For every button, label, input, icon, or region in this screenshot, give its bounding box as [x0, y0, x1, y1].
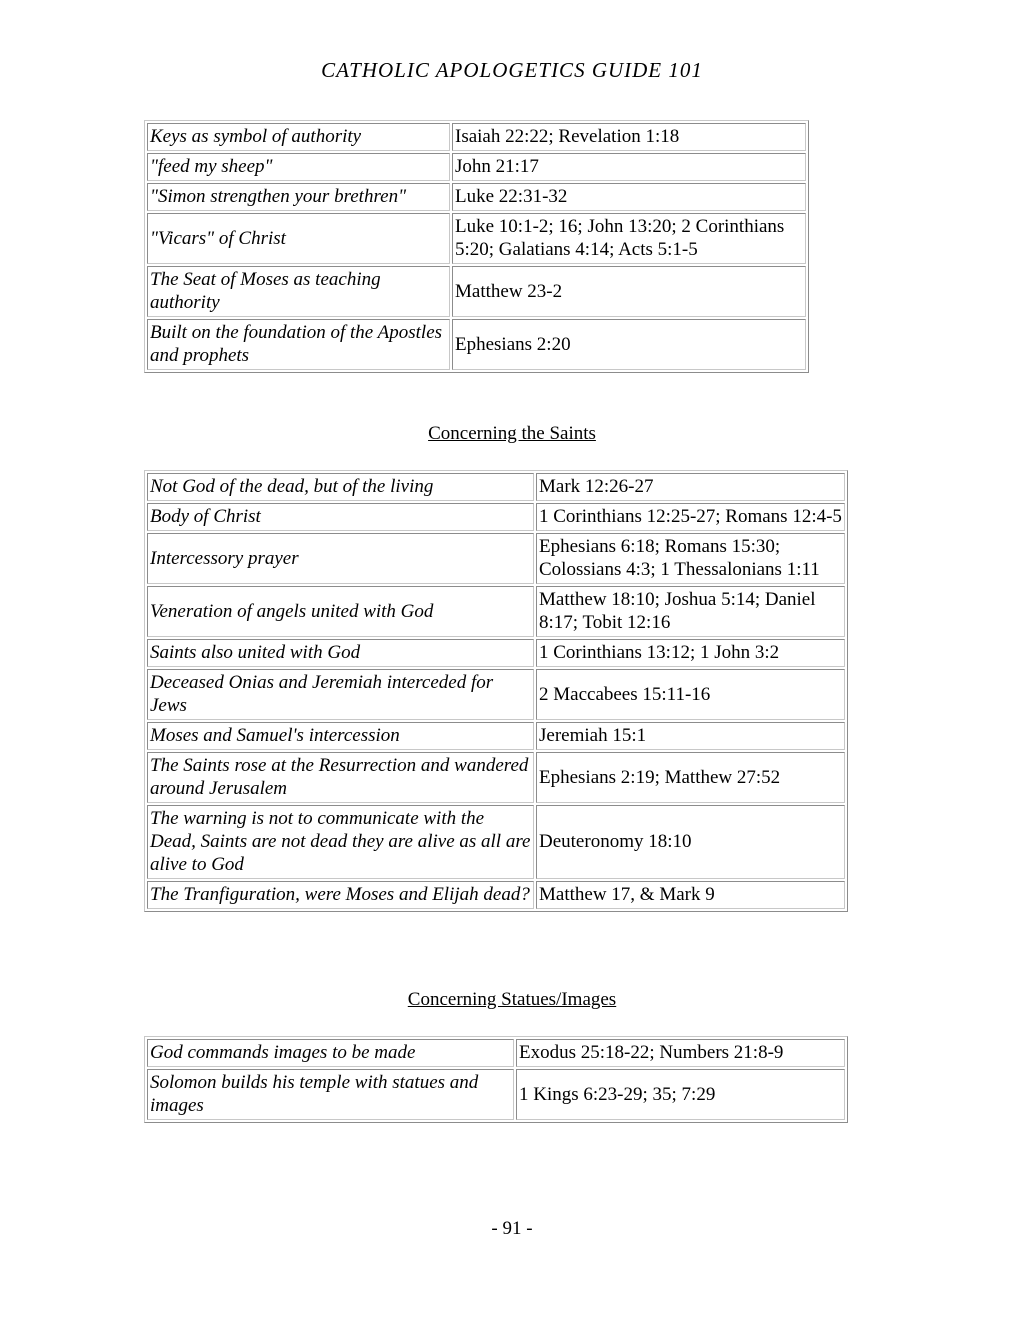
topic-cell: Built on the foundation of the Apostles and prophets [147, 319, 450, 370]
reference-cell: Isaiah 22:22; Revelation 1:18 [452, 123, 806, 151]
reference-cell: Matthew 18:10; Joshua 5:14; Daniel 8:17; Tobit 12:16 [536, 586, 845, 637]
topic-cell: "Vicars" of Christ [147, 213, 450, 264]
topic-cell: "Simon strengthen your brethren" [147, 183, 450, 211]
section-heading-saints: Concerning the Saints [428, 423, 596, 444]
reference-cell: 1 Kings 6:23-29; 35; 7:29 [516, 1069, 845, 1120]
topic-cell: Veneration of angels united with God [147, 586, 534, 637]
topic-cell: Keys as symbol of authority [147, 123, 450, 151]
reference-cell: Ephesians 6:18; Romans 15:30; Colossians 4:3; 1 Thessalonians 1:11 [536, 533, 845, 584]
topic-cell: Moses and Samuel's intercession [147, 722, 534, 750]
topic-cell: The Tranfiguration, were Moses and Elijah dead? [147, 881, 534, 909]
table-row [147, 586, 845, 637]
table-row [147, 473, 845, 501]
topic-cell: "feed my sheep" [147, 153, 450, 181]
table-row [147, 805, 845, 879]
topic-cell: God commands images to be made [147, 1039, 514, 1067]
reference-cell: Exodus 25:18-22; Numbers 21:8-9 [516, 1039, 845, 1067]
authority-table [144, 120, 809, 373]
reference-cell: Luke 22:31-32 [452, 183, 806, 211]
page-header-title: CATHOLIC APOLOGETICS GUIDE 101 [321, 58, 703, 82]
reference-cell: Ephesians 2:20 [452, 319, 806, 370]
table-row [147, 319, 806, 370]
reference-cell: Ephesians 2:19; Matthew 27:52 [536, 752, 845, 803]
table-row [147, 123, 806, 151]
section-heading-statues: Concerning Statues/Images [407, 989, 617, 1010]
table-row [147, 722, 845, 750]
reference-cell: Deuteronomy 18:10 [536, 805, 845, 879]
table-row [147, 153, 806, 181]
table-row [147, 503, 845, 531]
page-number: - 91 - [491, 1218, 533, 1239]
table-row [147, 183, 806, 211]
table-row [147, 639, 845, 667]
topic-cell: The Seat of Moses as teaching authority [147, 266, 450, 317]
reference-cell: Jeremiah 15:1 [536, 722, 845, 750]
table-row [147, 533, 845, 584]
topic-cell: The warning is not to communicate with the Dead, Saints are not dead they are alive as all are alive to God [147, 805, 534, 879]
topic-cell: Deceased Onias and Jeremiah interceded for Jews [147, 669, 534, 720]
reference-cell: 1 Corinthians 12:25-27; Romans 12:4-5 [536, 503, 845, 531]
topic-cell: Saints also united with God [147, 639, 534, 667]
table-row [147, 1039, 845, 1067]
reference-cell: Matthew 17, & Mark 9 [536, 881, 845, 909]
reference-cell: Luke 10:1-2; 16; John 13:20; 2 Corinthians 5:20; Galatians 4:14; Acts 5:1-5 [452, 213, 806, 264]
topic-cell: Not God of the dead, but of the living [147, 473, 534, 501]
topic-cell: The Saints rose at the Resurrection and wandered around Jerusalem [147, 752, 534, 803]
table-row [147, 1069, 845, 1120]
reference-cell: John 21:17 [452, 153, 806, 181]
table-row [147, 213, 806, 264]
topic-cell: Solomon builds his temple with statues and images [147, 1069, 514, 1120]
saints-table [144, 470, 848, 912]
topic-cell: Intercessory prayer [147, 533, 534, 584]
table-row [147, 266, 806, 317]
topic-cell: Body of Christ [147, 503, 534, 531]
reference-cell: 1 Corinthians 13:12; 1 John 3:2 [536, 639, 845, 667]
reference-cell: 2 Maccabees 15:11-16 [536, 669, 845, 720]
reference-cell: Mark 12:26-27 [536, 473, 845, 501]
table-row [147, 752, 845, 803]
reference-cell: Matthew 23-2 [452, 266, 806, 317]
table-row [147, 881, 845, 909]
table-row [147, 669, 845, 720]
statues-table [144, 1036, 848, 1123]
